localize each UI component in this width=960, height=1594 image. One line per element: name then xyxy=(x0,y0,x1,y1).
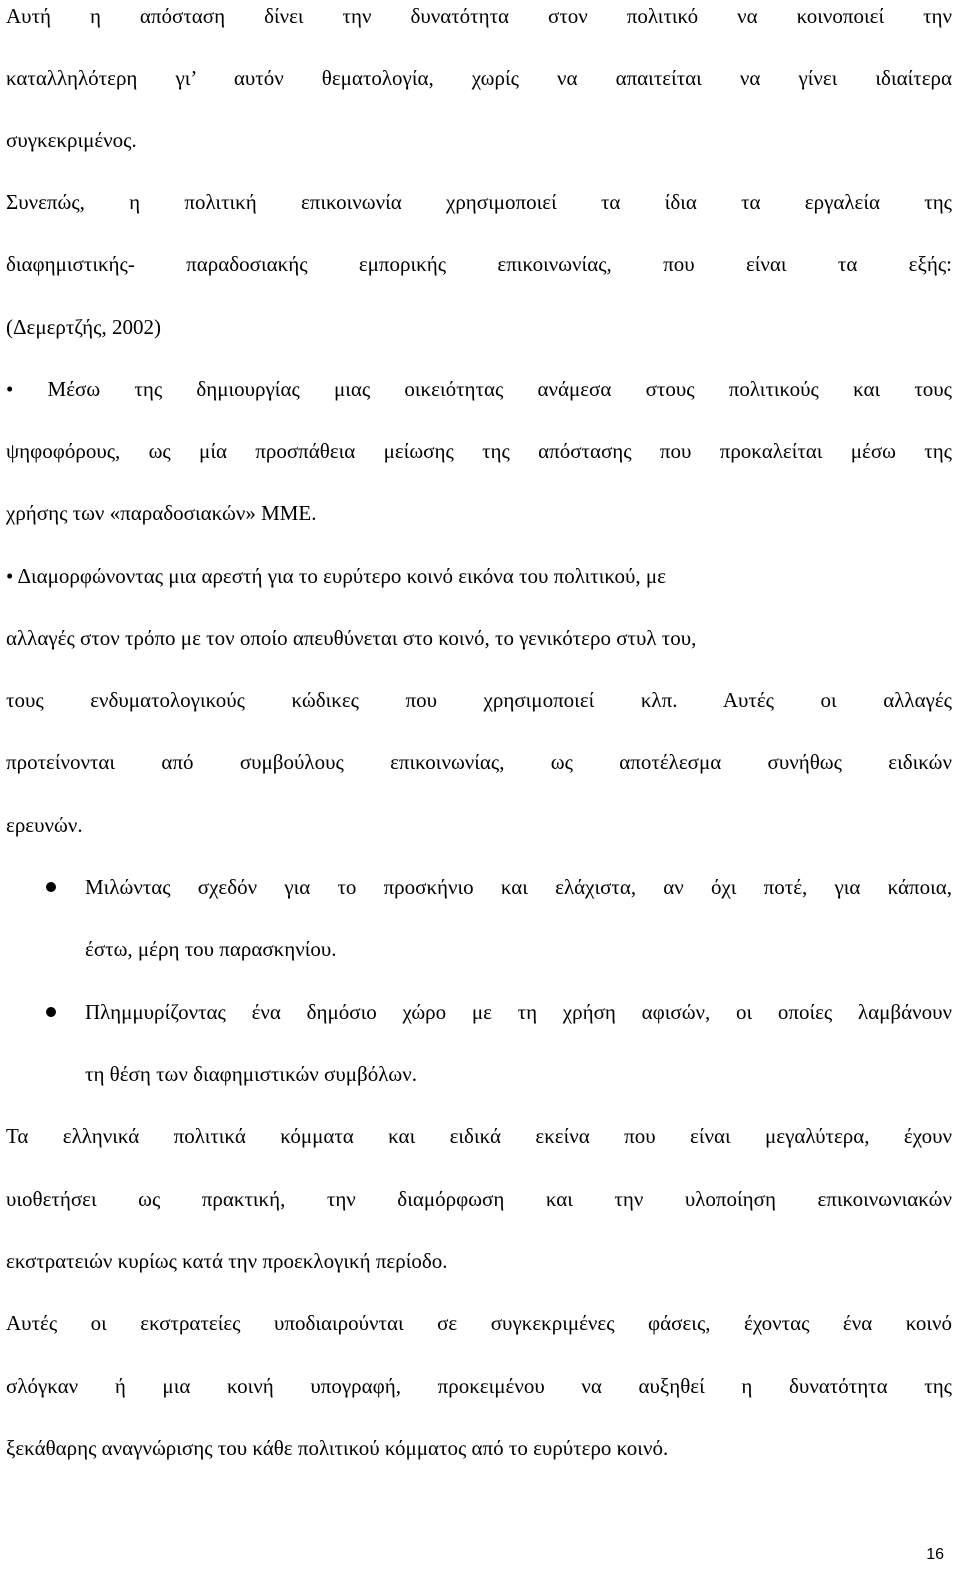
bullet-dot-icon xyxy=(46,1007,56,1017)
inline-bullet-2-line-3: τους ενδυματολογικούς κώδικες που χρησιμοποιεί κλπ. Αυτές οι αλλαγές xyxy=(6,688,952,712)
list-item-2-line-2: τη θέση των διαφημιστικών συμβόλων. xyxy=(85,1062,417,1086)
page-number: 16 xyxy=(926,1546,944,1563)
paragraph-3-line-3: εκστρατειών κυρίως κατά την προεκλογική περίοδο. xyxy=(6,1249,448,1273)
inline-bullet-1-line-1: • Μέσω της δημιουργίας μιας οικειότητας ανάμεσα στους πολιτικούς και τους xyxy=(6,377,952,401)
paragraph-4-line-2: σλόγκαν ή μια κοινή υπογραφή, προκειμένου να αυξηθεί η δυνατότητα της xyxy=(6,1374,952,1398)
paragraph-4-line-1: Αυτές οι εκστρατείες υποδιαιρούνται σε συγκεκριμένες φάσεις, έχοντας ένα κοινό xyxy=(6,1311,952,1335)
bullet-dot-icon xyxy=(46,882,56,892)
paragraph-1-line-1: Αυτή η απόσταση δίνει την δυνατότητα στον πολιτικό να κοινοποιεί την xyxy=(6,4,952,28)
paragraph-4-line-3: ξεκάθαρης αναγνώρισης του κάθε πολιτικού κόμματος από το ευρύτερο κοινό. xyxy=(6,1436,669,1460)
inline-bullet-1-line-2: ψηφοφόρους, ως μία προσπάθεια μείωσης της απόστασης που προκαλείται μέσω της xyxy=(6,439,952,463)
paragraph-2-line-2: διαφημιστικής- παραδοσιακής εμπορικής επικοινωνίας, που είναι τα εξής: xyxy=(6,252,952,276)
list-item-2-line-1: Πλημμυρίζοντας ένα δημόσιο χώρο με τη χρήση αφισών, οι οποίες λαμβάνουν xyxy=(85,1000,952,1024)
list-item-1-line-2: έστω, μέρη του παρασκηνίου. xyxy=(85,937,337,961)
inline-bullet-1-line-3: χρήσης των «παραδοσιακών» ΜΜΕ. xyxy=(6,501,317,525)
inline-bullet-2-line-1: • Διαμορφώνοντας μια αρεστή για το ευρύτερο κοινό εικόνα του πολιτικού, με xyxy=(6,564,666,588)
paragraph-1-line-3: συγκεκριμένος. xyxy=(6,128,137,152)
list-item-1-line-1: Μιλώντας σχεδόν για το προσκήνιο και ελάχιστα, αν όχι ποτέ, για κάποια, xyxy=(85,875,952,899)
paragraph-3-line-1: Τα ελληνικά πολιτικά κόμματα και ειδικά εκείνα που είναι μεγαλύτερα, έχουν xyxy=(6,1124,952,1148)
paragraph-2-line-3: (Δεμερτζής, 2002) xyxy=(6,315,161,339)
paragraph-1-line-2: καταλληλότερη γι’ αυτόν θεματολογία, χωρίς να απαιτείται να γίνει ιδιαίτερα xyxy=(6,66,952,90)
inline-bullet-2-line-5: ερευνών. xyxy=(6,813,83,837)
inline-bullet-2-line-4: προτείνονται από συμβούλους επικοινωνίας, ως αποτέλεσμα συνήθως ειδικών xyxy=(6,750,952,774)
inline-bullet-2-line-2: αλλαγές στον τρόπο με τον οποίο απευθύνεται στο κοινό, το γενικότερο στυλ του, xyxy=(6,626,697,650)
paragraph-2-line-1: Συνεπώς, η πολιτική επικοινωνία χρησιμοποιεί τα ίδια τα εργαλεία της xyxy=(6,190,952,214)
paragraph-3-line-2: υιοθετήσει ως πρακτική, την διαμόρφωση και την υλοποίηση επικοινωνιακών xyxy=(6,1187,952,1211)
